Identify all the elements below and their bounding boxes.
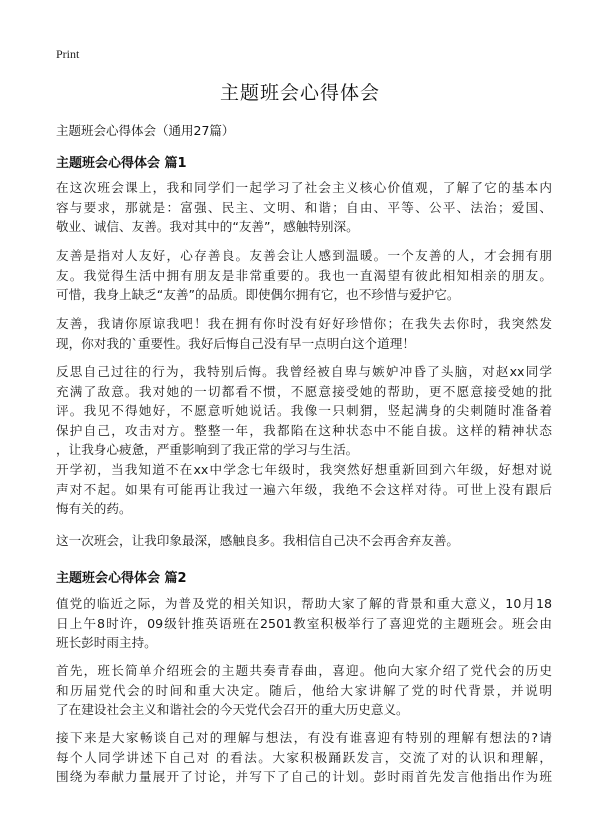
section-heading-2: 主题班会心得体会 篇2 <box>56 571 187 586</box>
paragraph <box>56 594 552 653</box>
text-line: 友。我觉得生活中拥有朋友是非常重要的。我也一直渴望有彼此相知相亲的朋友。 <box>56 267 552 283</box>
text-line: 首先，班长简单介绍班会的主题共奏青春曲，喜迎。他向大家介绍了党代会的历史 <box>56 663 552 678</box>
paragraph <box>56 362 552 460</box>
text-line: 围绕为奉献力量展开了讨论，并写下了自己的计划。彭时雨首先发言他指出作为班 <box>56 769 552 784</box>
text-line: 现，你对我的`重要性。我好后悔自己没有早一点明白这个道理！ <box>56 335 415 351</box>
text-line: 友善，我请你原谅我吧！我在拥有你时没有好好珍惜你；在我失去你时，我突然发 <box>56 316 552 331</box>
text-line: 充满了敌意。我对她的一切都看不惯，不愿意接受她的帮助，更不愿意接受她的批 <box>56 383 552 399</box>
text-line: 保护自己，攻击对方。整整一年，我都陷在这种状态中不能自拔。这样的精神状态 <box>56 422 552 438</box>
paragraph <box>56 246 552 305</box>
document-subtitle: 主题班会心得体会（通用27篇） <box>56 123 235 138</box>
section-heading-1: 主题班会心得体会 篇1 <box>56 156 187 171</box>
paragraph <box>56 728 552 787</box>
text-line: 开学初，当我知道不在xx中学念七年级时，我突然好想重新回到六年级，好想对说 <box>56 462 552 477</box>
paragraph <box>56 314 552 353</box>
text-line: 这一次班会，让我印象最深，感触良多。我相信自己决不会再舍弃友善。 <box>56 533 459 548</box>
text-line: 接下来是大家畅谈自己对的理解与想法，有没有谁喜迎有特别的理解有想法的?请 <box>56 730 552 745</box>
text-line: 反思自己过往的行为，我特别后悔。我曾经被自卑与嫉妒冲昏了头脑，对赵xx同学 <box>56 364 552 379</box>
text-line: 在这次班会课上，我和同学们一起学习了社会主义核心价值观，了解了它的基本内 <box>56 180 552 195</box>
text-line: 评。我见不得她好，不愿意听她说话。我像一只刺猬，竖起满身的尖刺随时准备着 <box>56 403 552 418</box>
text-line: 和历届党代会的时间和重大决定。随后，他给大家讲解了党的时代背景，并说明 <box>56 682 552 698</box>
text-line: 了在建设社会主义和谐社会的今天党代会召开的重大历史意义。 <box>56 702 409 717</box>
text-line: 悔有关的药。 <box>56 501 132 516</box>
text-line: 容与要求，那就是：富强、民主、文明、和谐；自由、平等、公平、法治；爱国、 <box>56 199 552 215</box>
print-label[interactable]: Print <box>56 47 80 61</box>
text-line: 日上午8时许，09级针推英语班在2501教室积极举行了喜迎党的主题班会。班会由 <box>56 615 552 631</box>
text-line: 友善是指对人友好，心存善良。友善会让人感到温暖。一个友善的人，才会拥有朋 <box>56 248 552 263</box>
text-line: 值党的临近之际，为普及党的相关知识，帮助大家了解的背景和重大意义，10月18 <box>56 596 552 611</box>
text-line: 敬业、诚信、友善。我对其中的“友善”，感触特别深。 <box>56 219 359 234</box>
text-line: 可惜，我身上缺乏“友善”的品质。即使偶尔拥有它，也不珍惜与爱护它。 <box>56 287 460 302</box>
page-title: 主题班会心得体会 <box>219 82 380 104</box>
paragraph <box>56 178 552 237</box>
paragraph <box>56 460 552 519</box>
text-line: ，让我身心疲惫，严重影响到了我正常的学习与生活。 <box>56 442 359 457</box>
text-line: 声对不起。如果有可能再让我过一遍六年级，我绝不会这样对待。可世上没有跟后 <box>56 481 552 497</box>
text-line: 每个人同学讲述下自己对 的看法。大家积极踊跃发言，交流了对的认识和理解， <box>56 749 552 765</box>
paragraph <box>56 661 552 720</box>
paragraph <box>56 531 552 551</box>
text-line: 班长彭时雨主持。 <box>56 635 157 650</box>
